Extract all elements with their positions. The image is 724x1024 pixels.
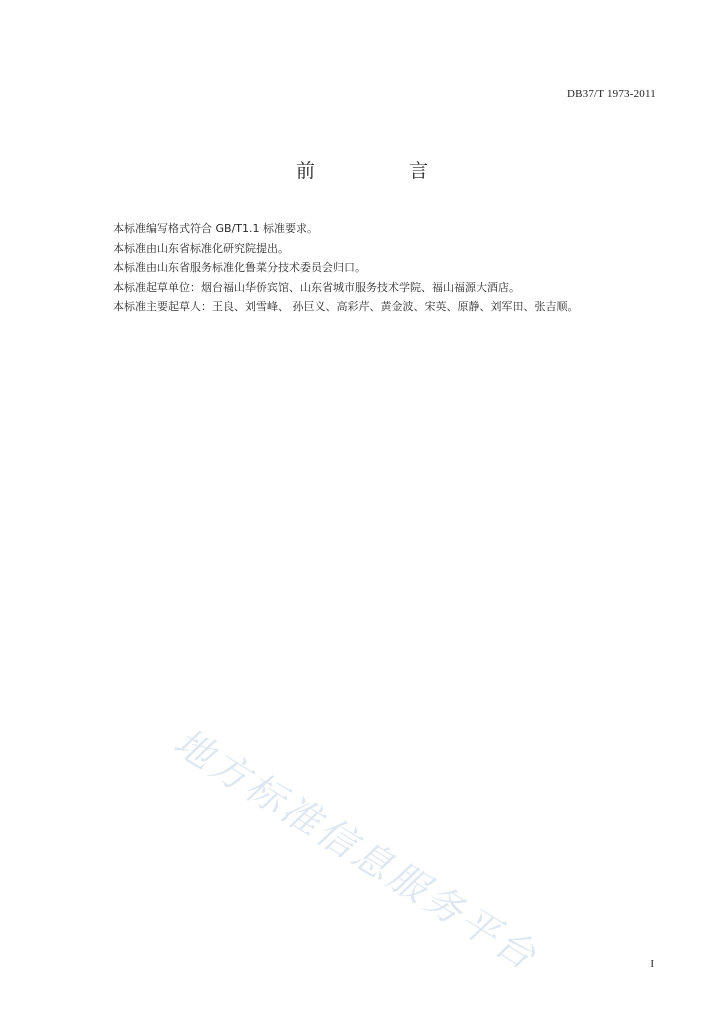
watermark: 地方标准信息服务平台 [166,719,546,980]
page-title: 前 言 [295,160,473,182]
paragraph-drafting-units: 本标准起草单位：烟台福山华侨宾馆、山东省城市服务技术学院、福山福源大酒店。 [113,280,520,294]
paragraph-drafters: 本标准主要起草人：王良、刘雪峰、 孙巨义、高彩芹、黄金波、宋英、原静、刘军田、张吉顺。 [113,300,579,313]
foreword-body [113,219,673,317]
paragraph-administrator: 本标准由山东省服务标准化鲁菜分技术委员会归口。 [113,261,366,274]
paragraph-proposer: 本标准由山东省标准化研究院提出。 [113,241,289,255]
paragraph-format: 本标准编写格式符合 GB/T1.1 标准要求。 [113,222,318,235]
document-code: DB37/T 1973-2011 [566,88,656,100]
page-number: I [650,958,654,970]
